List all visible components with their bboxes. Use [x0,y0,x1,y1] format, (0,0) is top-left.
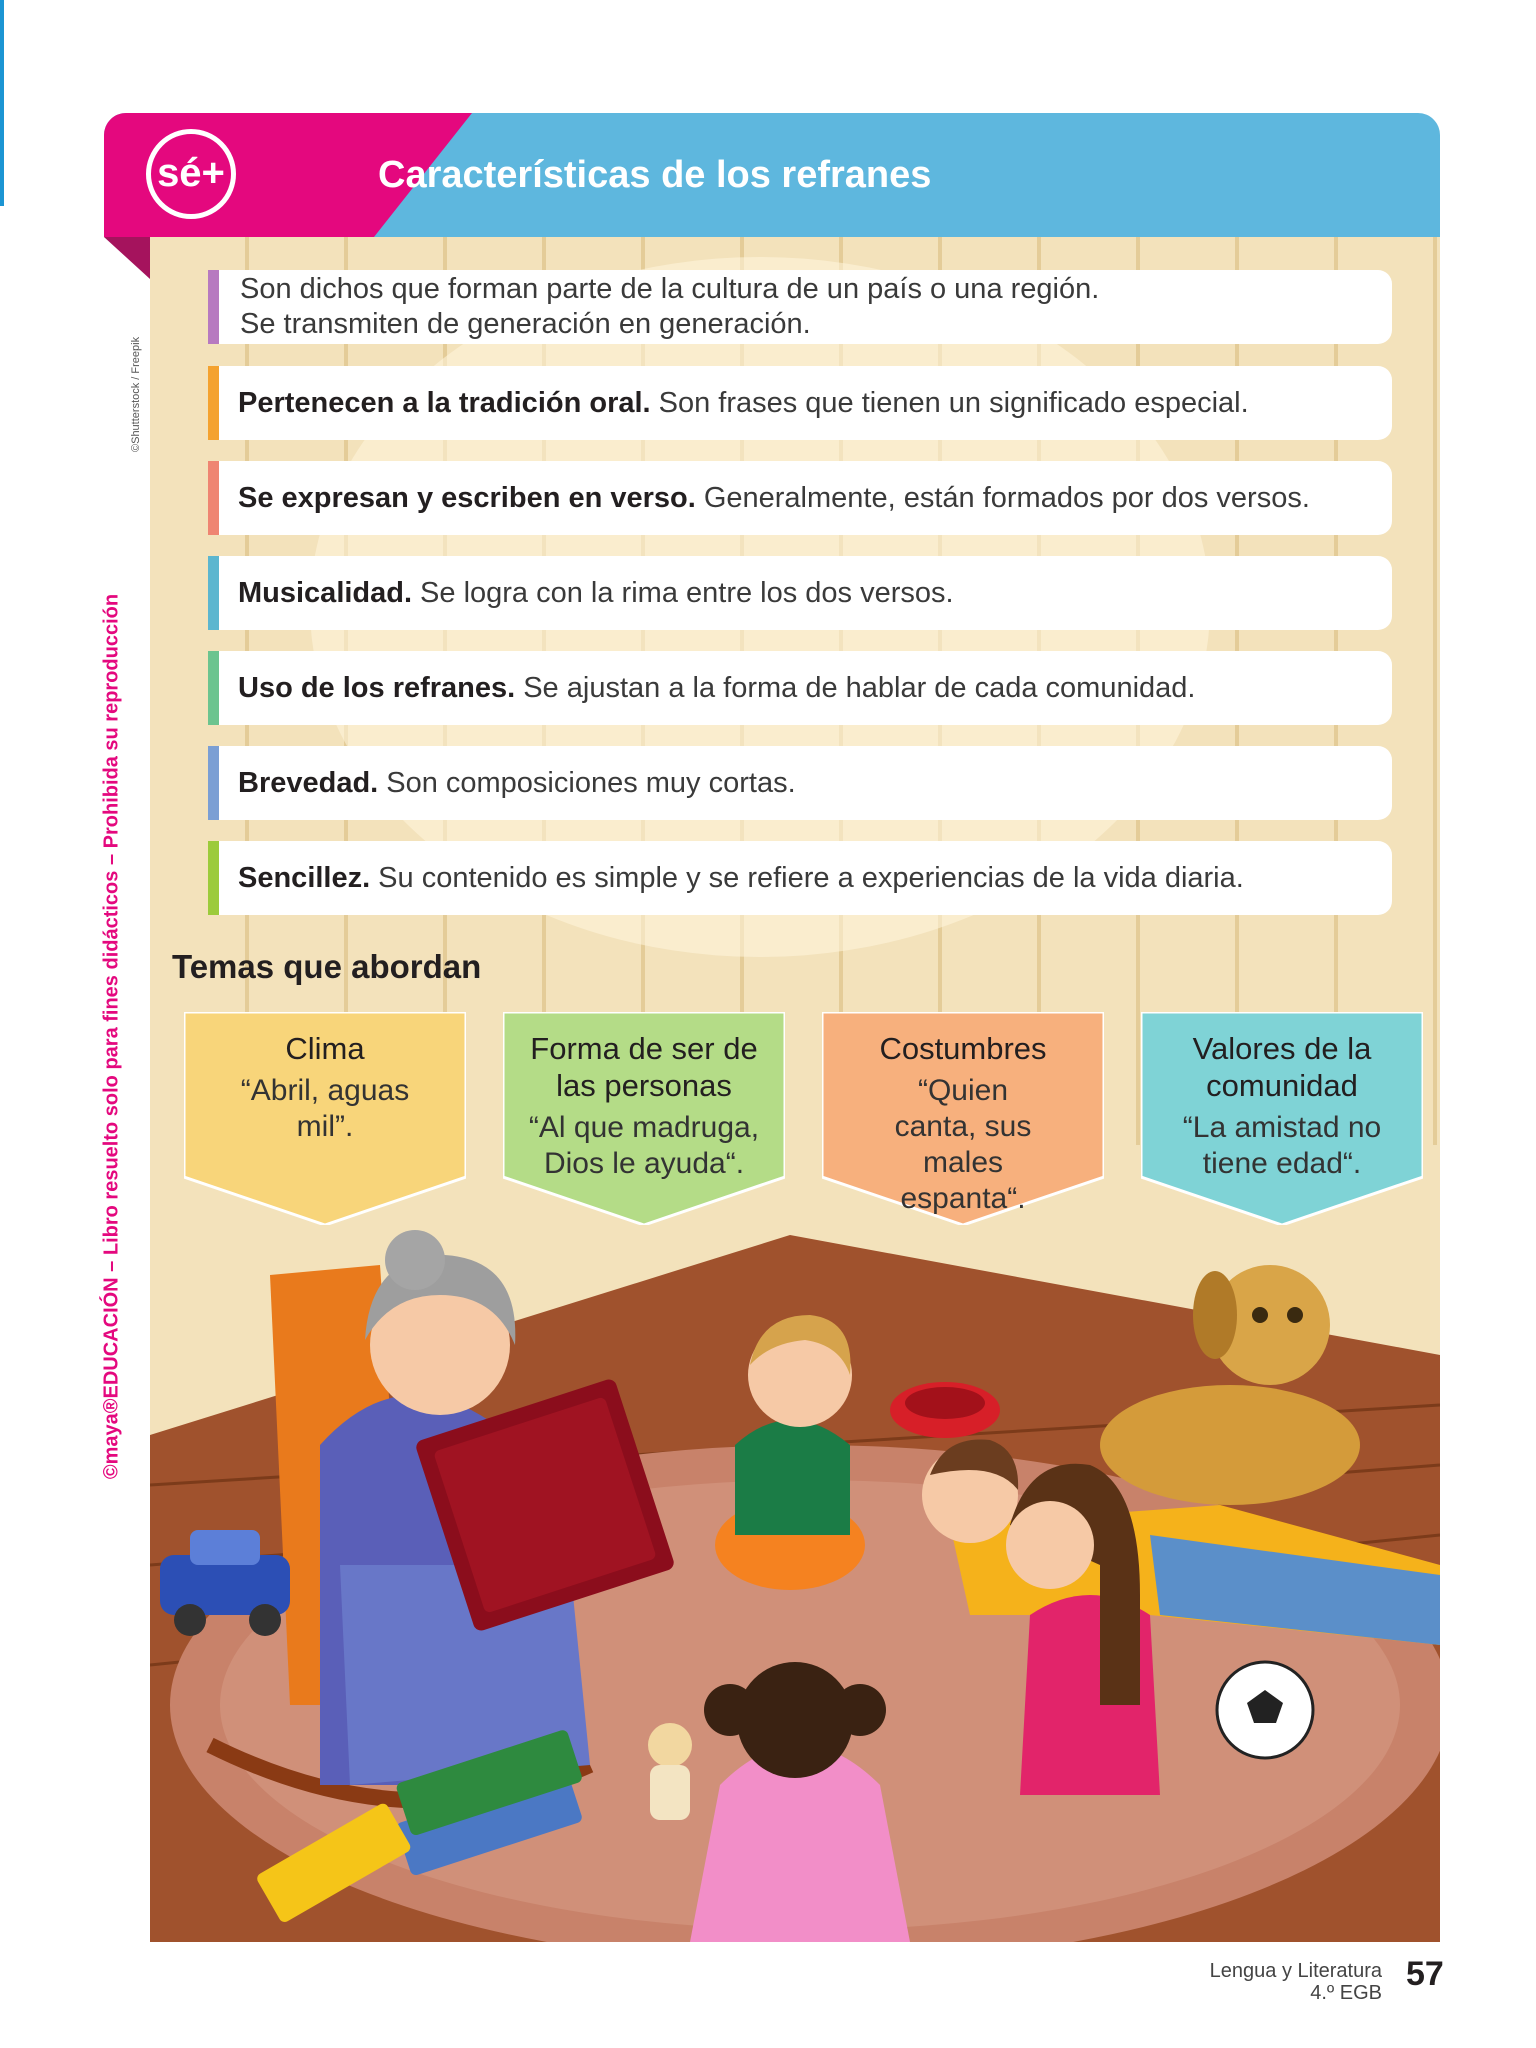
row-accent-bar [208,746,219,820]
theme-title: Valores de la comunidad [1192,1031,1372,1103]
characteristic-musicality: Musicalidad. Se logra con la rima entre los dos versos. [208,556,1392,630]
row-accent-bar [208,841,219,915]
page-title: Características de los refranes [378,154,932,196]
theme-banner-clima [184,1012,466,1225]
row-accent-bar [208,651,219,725]
storytelling-illustration [150,1145,1440,1942]
characteristic-usage: Uso de los refranes. Se ajustan a la forma de hablar de cada comunidad. [208,651,1392,725]
row-accent-bar [208,366,219,440]
theme-quote: “La amistad no tiene edad“. [1182,1111,1382,1180]
theme-quote: “Quien canta, sus males espanta“. [894,1074,1032,1215]
se-mas-logo: sé+ [146,129,236,219]
row-accent-bar [208,461,219,535]
theme-quote: “Abril, aguas mil”. [240,1074,410,1143]
characteristic-simplicity: Sencillez. Su contenido es simple y se refiere a experiencias de la vida diaria. [208,841,1392,915]
characteristic-brevity: Brevedad. Son composiciones muy cortas. [208,746,1392,820]
characteristic-intro: Son dichos que forman parte de la cultura de un país o una región. Se transmiten de generación en generación. [208,270,1392,344]
page-edge-rule [0,0,4,206]
characteristic-oral-tradition: Pertenecen a la tradición oral. Son frases que tienen un significado especial. [208,366,1392,440]
theme-banner-valores [1141,1012,1423,1225]
footer-subject: Lengua y Literatura 4.º EGB [1209,1960,1382,2004]
row-accent-bar [208,270,219,344]
characteristic-verse: Se expresan y escriben en verso. Generalmente, están formados por dos versos. [208,461,1392,535]
theme-banner-forma-de-ser [503,1012,785,1225]
row-accent-bar [208,556,219,630]
image-credit: ©Shutterstock / Freepik [130,336,142,452]
header-fold [104,237,150,279]
theme-quote: “Al que madruga, Dios le ayuda“. [528,1111,760,1180]
theme-title: Forma de ser de las personas [530,1031,758,1103]
section-header [104,113,1440,237]
theme-title: Clima [285,1031,365,1066]
soccer-ball [1217,1662,1313,1758]
themes-heading: Temas que abordan [172,948,482,985]
girl-pigtails-figure [690,1662,910,1942]
copyright-notice: ©maya®EDUCACIÓN – Libro resuelto solo para fines didácticos – Prohibida su reproducción [100,593,123,1480]
theme-title: Costumbres [879,1031,1047,1066]
theme-banner-costumbres [822,1012,1104,1225]
rag-doll [648,1723,692,1820]
page-number: 57 [1406,1955,1444,1993]
